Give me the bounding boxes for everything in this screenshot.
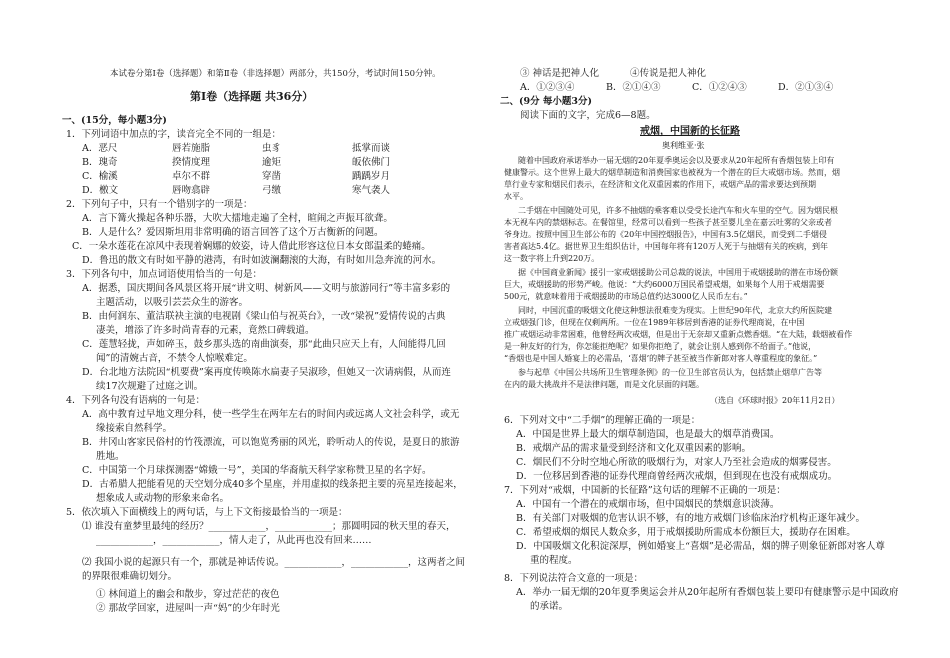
article-line: 健康警示。这个世界上最大的烟草制造和消费国家也被视为一个潜在的巨大戒烟市场。然而，烟 xyxy=(504,168,840,177)
article-line: 二手烟在中国随处可见，许多不抽烟的乘客难以受受长途汽车和火车里的空气。因为烟民根 xyxy=(518,206,838,215)
q2-option-c: C．一朵水莲花在凉风中表现着娴娜的姣姿，诗人借此形容这位日本女郎温柔的蜷痛。 xyxy=(72,241,431,252)
q7-option-d-cont: 重的程度。 xyxy=(530,555,578,566)
q1-option-d: D．檄文 唇吻翕辟 弓缴 寒气袭人 xyxy=(82,185,391,196)
article-line: 立戒烟强门诊，但现在仅剩两所。一位在1989年移居到香港的证券代理商说，在中国 xyxy=(504,318,805,327)
article-author: 奥利维亚·张 xyxy=(662,141,705,150)
article-line: 本无视车内的禁烟标志。在餐馆里，经常可以看到一些孩子甚至婴儿坐在嘉云吐雾的父亲或者 xyxy=(504,218,832,227)
q2-option-b: B．人是什么？爱因斯坦用非常明确的语言回答了这个万古衡新的问题。 xyxy=(82,227,384,238)
q7-option-a: A．中国有一个潜在的戒烟市场，但中国烟民的禁烟意识淡薄。 xyxy=(516,499,780,510)
q2-option-d: D．鲁迅的散文有时如平静的港湾，有时如波澜翻滚的大海，有时如川急奔流的河水。 xyxy=(82,255,442,266)
section2-heading: 二、(9分 每小题3分) xyxy=(500,96,593,107)
q4-line: C．中国第一个月球探测器“嫦娥一号”，美国的华裔航天科学家称赞卫星的名字好。 xyxy=(82,465,432,476)
q6-stem: 6．下列对文中“二手烟”的理解正确的一项是： xyxy=(504,415,701,426)
q3-line: 续17次规避了过庭之训。 xyxy=(96,381,204,392)
q4-stem: 4．下列各句没有语病的一句是： xyxy=(66,395,206,406)
article-line: 参与起草《中国公共场所卫生管理条例》的一位卫生部官员认为，包括禁止烟草广告等 xyxy=(518,368,822,377)
q3-line: 闻”的清婉古音，不禁令人惊喉难定。 xyxy=(96,353,253,364)
q1-option-b: B．瑰奇 揆情度理 逾矩 皈依佛门 xyxy=(82,157,391,168)
q5-choices: A．①②③④ B．②①④③ C．①②④③ D．②①③④ xyxy=(520,82,834,93)
q3-line: 主题活动，以吸引芸芸众生的游客。 xyxy=(96,297,249,308)
q3-line: 凄美，增添了许多时尚青春的元素，竟然口碑载道。 xyxy=(96,325,315,336)
q4-line: 胜地。 xyxy=(96,451,125,462)
q8-stem: 8．下列说法符合文意的一项是： xyxy=(504,573,644,584)
q7-option-c: C．希望戒烟的烟民人数众多，用于戒烟援助所需成本份额巨大，援助存在困难。 xyxy=(516,527,856,538)
article-line: 草行业专家和烟民们表示，在经济和文化双重因素的作用下，戒烟产品的需求要达到预期 xyxy=(504,180,816,189)
article-source: （选自《环球时报》20年11月2日） xyxy=(710,396,840,405)
article-line: 爷身边。按照中国卫生部公布的《20年中国控烟报告》，中国有3.5亿烟民，而受到二手烟侵 xyxy=(504,230,827,239)
reading-intro: 阅读下面的文字，完成6—8题。 xyxy=(520,110,656,121)
q1-option-c: C．榆溪 卓尔不群 穿凿 踽踽岁月 xyxy=(82,171,391,182)
article-line: 巨大，戒烟援助的形势严峻。他说：“大约6000万国民希望戒烟，如果每个人用于戒烟需要 xyxy=(504,280,825,289)
q6-option-a: A．中国是世界上最大的烟草制造国，也是最大的烟草消费国。 xyxy=(516,429,780,440)
article-line: 同时，中国沉重的吸烟文化使这种想法很难变为现实。上世纪90年代，北京大约所医院建 xyxy=(518,306,833,315)
q5-line: 的界限很难确切划分。 xyxy=(82,571,178,582)
q7-option-d: D．中国吸烟文化积淀深厚，例如婚宴上“喜烟”是必需品，烟的牌子则象征新郎对客人尊 xyxy=(516,541,885,552)
q4-line: D．古希腊人把能看见的天空划分成40多个星座，并用虚拟的线条把主要的亮星连接起来， xyxy=(82,479,463,490)
q7-option-b: B．有关部门对吸烟的危害认识不够，有的地方戒烟门诊临床治疗机构正逐年减少。 xyxy=(516,513,865,524)
part1-title: 第Ⅰ卷（选择题 共36分） xyxy=(190,90,314,103)
q5-line: ____________，____________，情人走了，从此再也没有回来…… xyxy=(96,535,372,546)
q2-stem: 2．下列句子中，只有一个错别字的一项是： xyxy=(66,199,253,210)
q7-stem: 7．下列对“戒烟，中国新的长征路”这句话的理解不正确的一项是： xyxy=(504,485,786,496)
q4-line: A．高中教育过早地文理分科，使一些学生在两年左右的时间内或远离人文社会科学，或无 xyxy=(82,409,460,420)
q5-option-2: ② 那故学回家，进屋叫一声“妈”的少年时光 xyxy=(96,603,280,614)
q3-line: C．莲慧轻拢，声如碎玉，鼓乡那头选的南曲演奏，那“此曲只应天上有，人间能得几回 xyxy=(82,339,446,350)
article-line: 水平。 xyxy=(504,192,528,201)
q5-line: ⑴ 谁没有童梦里最纯的经历？____________，____________；那圆明园的秋天里的春天， xyxy=(82,521,456,532)
section1-heading: 一、(15分，每小题3分) xyxy=(62,115,167,126)
article-line: 500元，就意味着用于戒烟援助的市场总值约达3000亿人民币左右。” xyxy=(504,292,748,301)
q1-stem: 1．下列词语中加点的字，读音完全不同的一组是： xyxy=(66,129,282,140)
q3-line: B．由何润东、董洁联袂主演的电视剧《梁山伯与祝英台》，一改“梁祝”爱情传说的古典 xyxy=(82,311,446,322)
q3-line: D．台北地方法院因“机要费”案再度传唤陈水扁妻子吴淑珍，但她又一次请病假，从而连 xyxy=(82,367,451,378)
article-line: 推广戒烟运动非常困难，他曾经两次戒烟，但是出于无奈却又重新点燃香烟。“在大陆，载烟被看作 xyxy=(504,330,853,339)
article-title: 戒烟，中国新的长征路 xyxy=(640,126,740,137)
q3-stem: 3．下列各句中，加点词语使用恰当的一句是： xyxy=(66,269,263,280)
article-line: 随着中国政府承诺举办一届无烟的20年夏季奥运会以及要求从20年起所有香烟包装上印有 xyxy=(518,156,835,165)
article-line: “香烟也是中国人婚宴上的必需品，‘喜烟’的牌子甚至被当作新郎对客人尊重程度的象征。” xyxy=(504,354,818,363)
q6-option-d: D．一位移居到香港的证券代理商曾经两次戒烟，但到现在也没有戒烟成功。 xyxy=(516,471,838,482)
q4-line: 缘接索自然科学。 xyxy=(96,423,173,434)
article-line: 是一种友好的行为，你怎能拒绝呢？如果你拒绝了，就会让别人感到你不给面子。”他说， xyxy=(504,342,817,351)
q5-stem: 5．依次填入下面横线上的两句话，与上下文衔接最恰当的一项是： xyxy=(66,507,348,518)
exam-header: 本试卷分第Ⅰ卷（选择题）和第Ⅱ卷（非选择题）两部分，共150分，考试时间150分钟。 xyxy=(110,69,441,79)
q5-line: ⑵ 我国小说的起源只有一个，那就是神话传说。____________，____________，这两者之间 xyxy=(82,557,466,568)
q4-line: 想象成人或动物的形象来命名。 xyxy=(96,493,230,504)
article-line: 这一数字将上升到220万。 xyxy=(504,254,600,263)
q8-option-a: A．举办一届无烟的20年夏季奥运会并从20年起所有香烟包装上要印有健康警示是中国政府 xyxy=(516,587,899,598)
q4-line: B．井冈山客家民俗村的竹筏漂流，可以饱览秀丽的风光，聆听动人的传说，是夏日的旅游 xyxy=(82,437,460,448)
q5-option-3-4: ③ 神话是把神人化 ④传说是把人神化 xyxy=(520,68,707,79)
q6-option-b: B．戒烟产品的需求量受到经济和文化双重因素的影响。 xyxy=(516,443,751,454)
article-line: 在内的最大挑战并不是法律问题，而是文化层面的问题。 xyxy=(504,380,704,389)
q8-option-a-cont: 的承诺。 xyxy=(530,601,569,612)
q5-option-1: ① 林间道上的幽会和散步，穿过茫茫的夜色 xyxy=(96,589,280,600)
article-line: 害者高达5.4亿。据世界卫生组织估计，中国每年将有120万人死于与抽烟有关的疾病，到年 xyxy=(504,242,828,251)
q2-option-a: A．言下篝火操起各种乐器，大吹大擂地走遍了全村，暄闹之声振耳欲聋。 xyxy=(82,213,393,224)
q3-line: A．据悉，国庆期间各风景区将开展“讲文明、树新风——文明与旅游同行”等丰富多彩的 xyxy=(82,283,451,294)
article-line: 据《中国商业新闻》援引一家戒烟援助公司总裁的说法，中国用于戒烟援助的潜在市场份额 xyxy=(518,268,838,277)
q1-option-a: A．恶尺 唇若施脂 虫豸 抵掌而谈 xyxy=(82,143,391,154)
q6-option-c: C．烟民们不分时空地心所欲的吸烟行为，对家人乃至社会造成的烟雾侵害。 xyxy=(516,457,837,468)
